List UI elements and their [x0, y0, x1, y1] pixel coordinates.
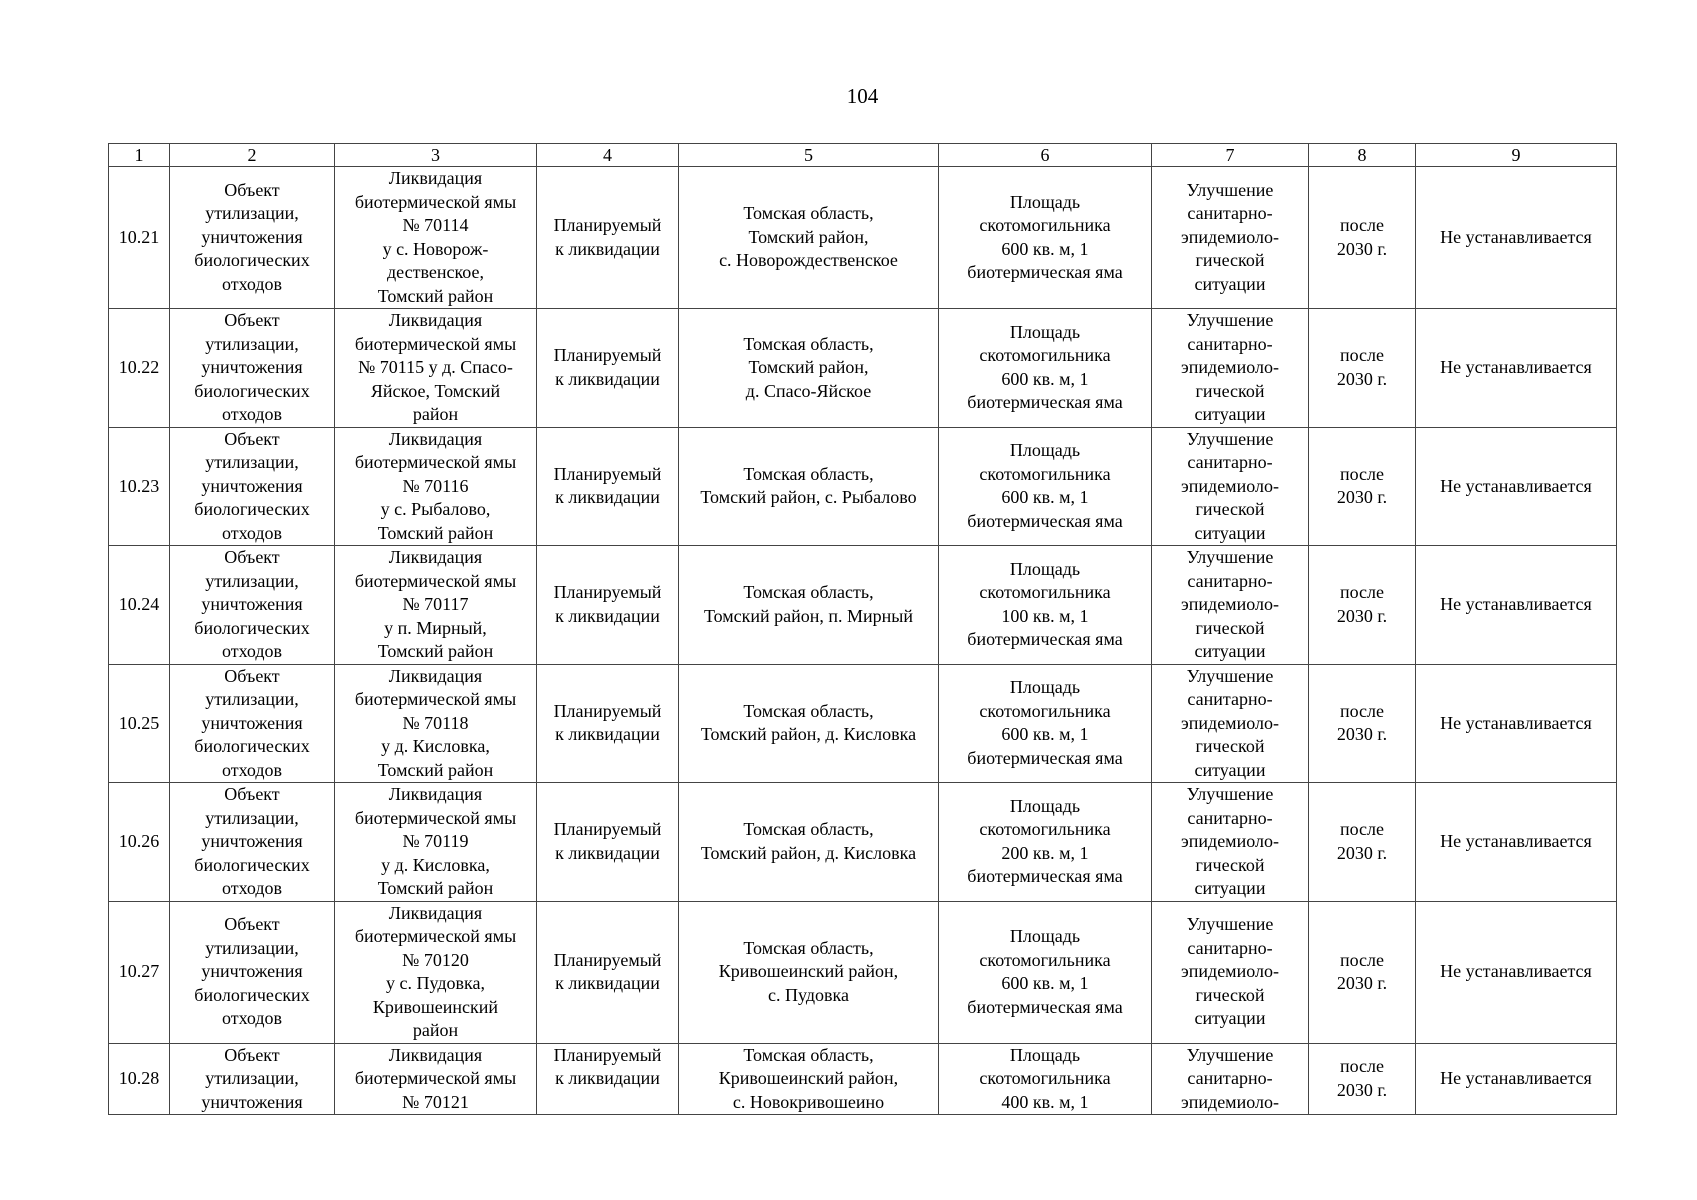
- term-cell: [1309, 901, 1416, 1043]
- cell-line: Ликвидация: [388, 784, 483, 804]
- cell-line: санитарно-: [1187, 452, 1273, 472]
- cell-line: скотомогильника: [979, 463, 1111, 484]
- cell-line: район: [412, 404, 459, 424]
- cell-line: скотомогильника: [979, 215, 1111, 235]
- cell-line: после: [1339, 1056, 1385, 1077]
- cell-line: биотермической ямы: [354, 191, 517, 212]
- cell-line: ситуации: [1194, 1008, 1266, 1029]
- cell-line: гической: [1195, 250, 1265, 271]
- table-header-row: [109, 144, 1617, 167]
- cell-line: № 70117: [402, 594, 469, 614]
- cell-line: Планируемый: [553, 700, 662, 721]
- cell-line: 2030 г.: [1336, 1079, 1388, 1100]
- cell-line: 2030 г.: [1336, 973, 1388, 993]
- cell-line: скотомогильника: [979, 582, 1111, 603]
- cell-line: Томский район, с. Рыбалово: [700, 487, 917, 508]
- cell-line: уничтожения: [201, 831, 303, 851]
- purpose-cell: [1152, 309, 1309, 428]
- cell-line: уничтожения: [201, 475, 303, 496]
- cell-line: Площадь: [1009, 191, 1081, 212]
- status-cell: [537, 167, 679, 309]
- cell-line: у п. Мирный,: [384, 617, 487, 638]
- object-name-cell: [335, 783, 537, 902]
- purpose-cell: [1152, 546, 1309, 665]
- status-cell: [537, 783, 679, 902]
- cell-line: у с. Рыбалово,: [380, 499, 491, 519]
- status-cell: [537, 1043, 679, 1115]
- cell-line: отходов: [221, 759, 283, 780]
- location-cell: [679, 427, 939, 546]
- cell-line: Томский район, д. Кисловка: [700, 842, 917, 863]
- row-number-cell: 10.24: [109, 546, 170, 665]
- row-number-cell: 10.25: [109, 664, 170, 783]
- cell-line: 600 кв. м, 1: [1001, 368, 1089, 389]
- object-name-cell: [335, 309, 537, 428]
- cell-line: биотермическая яма: [967, 866, 1123, 887]
- cell-line: № 70119: [402, 831, 469, 851]
- cell-line: гической: [1195, 854, 1265, 875]
- cell-line: Площадь: [1009, 440, 1081, 461]
- header-cell: 3: [335, 144, 537, 167]
- cell-line: у д. Кисловка,: [381, 736, 490, 756]
- cell-line: Томская область,: [743, 700, 874, 721]
- object-name-cell: [335, 1043, 537, 1115]
- cell-line: Ликвидация: [388, 902, 483, 923]
- cell-line: Ликвидация: [388, 665, 483, 686]
- object-type-cell: [170, 309, 335, 428]
- table-row: [109, 664, 1617, 783]
- cell-line: биологических: [194, 617, 310, 638]
- cell-line: ситуации: [1194, 522, 1266, 543]
- cell-line: Кривошеинский: [372, 996, 499, 1017]
- cell-line: Планируемый: [553, 949, 662, 970]
- object-name-cell: [335, 901, 537, 1043]
- characteristics-cell: [939, 783, 1152, 902]
- row-number-cell: 10.28: [109, 1043, 170, 1115]
- cell-line: биотермической ямы: [354, 570, 517, 591]
- cell-line: гической: [1195, 617, 1265, 638]
- zone-cell: Не устанавливается: [1416, 309, 1617, 428]
- cell-line: Планируемый: [553, 582, 662, 603]
- cell-line: ситуации: [1194, 273, 1266, 294]
- cell-line: Томская область,: [743, 1044, 874, 1065]
- row-number-cell: 10.26: [109, 783, 170, 902]
- cell-line: Улучшение: [1186, 665, 1274, 686]
- table-row: [109, 546, 1617, 665]
- object-type-cell: [170, 901, 335, 1043]
- cell-line: 400 кв. м, 1: [1001, 1091, 1089, 1112]
- table-body: [109, 144, 1617, 1115]
- cell-line: ситуации: [1194, 404, 1266, 424]
- cell-line: санитарно-: [1187, 1068, 1273, 1088]
- cell-line: Томский район: [377, 878, 494, 898]
- cell-line: Улучшение: [1186, 914, 1274, 935]
- cell-line: отходов: [221, 522, 283, 543]
- cell-line: санитарно-: [1187, 333, 1273, 354]
- cell-line: Томская область,: [743, 819, 874, 840]
- location-cell: [679, 901, 939, 1043]
- cell-line: Площадь: [1009, 321, 1081, 342]
- zone-cell: Не устанавливается: [1416, 167, 1617, 309]
- cell-line: биологических: [194, 250, 310, 271]
- cell-line: биотермическая яма: [967, 262, 1123, 282]
- zone-cell: Не устанавливается: [1416, 546, 1617, 665]
- term-cell: [1309, 427, 1416, 546]
- cell-line: уничтожения: [201, 1091, 303, 1112]
- cell-line: Площадь: [1009, 926, 1081, 946]
- cell-line: Планируемый: [553, 1044, 662, 1065]
- cell-line: гической: [1195, 736, 1265, 756]
- cell-line: Планируемый: [553, 819, 662, 840]
- cell-line: биотермической ямы: [354, 926, 517, 946]
- cell-line: биотермическая яма: [967, 510, 1123, 531]
- cell-line: Томский район, д. Кисловка: [700, 724, 917, 745]
- status-cell: [537, 901, 679, 1043]
- cell-line: биологических: [194, 380, 310, 401]
- cell-line: № 70118: [402, 712, 469, 733]
- cell-line: 2030 г.: [1336, 605, 1388, 626]
- cell-line: Планируемый: [553, 345, 662, 366]
- cell-line: с. Новокривошеино: [732, 1091, 885, 1112]
- cell-line: Площадь: [1009, 795, 1081, 816]
- table-row: [109, 783, 1617, 902]
- term-cell: [1309, 783, 1416, 902]
- cell-line: к ликвидации: [555, 973, 660, 993]
- cell-line: эпидемиоло-: [1181, 475, 1279, 496]
- term-cell: [1309, 664, 1416, 783]
- cell-line: Кривошеинский район,: [718, 1068, 899, 1088]
- row-number-cell: 10.22: [109, 309, 170, 428]
- object-name-cell: [335, 546, 537, 665]
- cell-line: санитарно-: [1187, 807, 1273, 828]
- cell-line: уничтожения: [201, 961, 303, 982]
- cell-line: эпидемиоло-: [1181, 357, 1279, 377]
- cell-line: утилизации,: [205, 1068, 299, 1088]
- purpose-cell: [1152, 664, 1309, 783]
- cell-line: Площадь: [1009, 677, 1081, 698]
- cell-line: Томская область,: [743, 582, 874, 603]
- cell-line: Томский район: [377, 641, 494, 661]
- cell-line: к ликвидации: [555, 842, 660, 863]
- cell-line: эпидемиоло-: [1181, 226, 1279, 247]
- cell-line: после: [1339, 345, 1385, 366]
- cell-line: эпидемиоло-: [1181, 1091, 1279, 1112]
- status-cell: [537, 427, 679, 546]
- cell-line: № 70115 у д. Спасо-: [358, 357, 513, 377]
- cell-line: Объект: [224, 428, 280, 449]
- cell-line: после: [1339, 215, 1385, 235]
- cell-line: у с. Пудовка,: [386, 973, 485, 993]
- table-row: [109, 167, 1617, 309]
- cell-line: после: [1339, 582, 1385, 603]
- page-number: 104: [846, 84, 879, 108]
- cell-line: эпидемиоло-: [1181, 961, 1279, 982]
- row-number-cell: 10.27: [109, 901, 170, 1043]
- cell-line: санитарно-: [1187, 203, 1273, 224]
- cell-line: Объект: [224, 1044, 280, 1065]
- cell-line: отходов: [221, 273, 283, 294]
- cell-line: гической: [1195, 499, 1265, 519]
- characteristics-cell: [939, 1043, 1152, 1115]
- cell-line: Объект: [224, 547, 280, 567]
- cell-line: уничтожения: [201, 712, 303, 733]
- cell-line: 2030 г.: [1336, 487, 1388, 508]
- object-name-cell: [335, 427, 537, 546]
- cell-line: отходов: [221, 878, 283, 898]
- cell-line: № 70114: [402, 215, 469, 235]
- cell-line: санитарно-: [1187, 937, 1273, 958]
- cell-line: к ликвидации: [555, 1068, 660, 1088]
- cell-line: биотермическая яма: [967, 392, 1123, 413]
- cell-line: 600 кв. м, 1: [1001, 724, 1089, 745]
- cell-line: с. Новорождественское: [719, 250, 898, 271]
- cell-line: отходов: [221, 641, 283, 661]
- header-cell: 8: [1309, 144, 1416, 167]
- cell-line: эпидемиоло-: [1181, 712, 1279, 733]
- cell-line: Ликвидация: [388, 547, 483, 567]
- object-name-cell: [335, 167, 537, 309]
- cell-line: Улучшение: [1186, 547, 1274, 567]
- cell-line: Яйское, Томский: [370, 380, 501, 401]
- cell-line: ситуации: [1194, 641, 1266, 661]
- cell-line: дественское,: [387, 262, 484, 282]
- purpose-cell: [1152, 1043, 1309, 1115]
- location-cell: [679, 783, 939, 902]
- cell-line: санитарно-: [1187, 689, 1273, 709]
- cell-line: биологических: [194, 499, 310, 519]
- cell-line: 600 кв. м, 1: [1001, 973, 1089, 993]
- purpose-cell: [1152, 783, 1309, 902]
- cell-line: 2030 г.: [1336, 724, 1388, 745]
- cell-line: гической: [1195, 984, 1265, 1005]
- cell-line: Томский район: [377, 285, 494, 306]
- object-type-cell: [170, 546, 335, 665]
- cell-line: Томский район,: [748, 226, 869, 247]
- cell-line: 600 кв. м, 1: [1001, 238, 1089, 259]
- cell-line: утилизации,: [205, 570, 299, 591]
- row-number-cell: 10.23: [109, 427, 170, 546]
- location-cell: [679, 1043, 939, 1115]
- cell-line: Томский район,: [748, 357, 869, 377]
- cell-line: Ликвидация: [388, 310, 483, 330]
- cell-line: утилизации,: [205, 689, 299, 709]
- cell-line: ситуации: [1194, 759, 1266, 780]
- cell-line: Планируемый: [553, 215, 662, 235]
- cell-line: Томская область,: [743, 463, 874, 484]
- cell-line: Томская область,: [743, 937, 874, 958]
- cell-line: гической: [1195, 380, 1265, 401]
- header-cell: 5: [679, 144, 939, 167]
- cell-line: Томская область,: [743, 333, 874, 354]
- location-cell: [679, 167, 939, 309]
- header-cell: 4: [537, 144, 679, 167]
- cell-line: уничтожения: [201, 594, 303, 614]
- cell-line: Улучшение: [1186, 179, 1274, 200]
- cell-line: с. Пудовка: [768, 984, 849, 1005]
- cell-line: утилизации,: [205, 333, 299, 354]
- header-cell: 6: [939, 144, 1152, 167]
- characteristics-cell: [939, 664, 1152, 783]
- cell-line: скотомогильника: [979, 819, 1111, 840]
- cell-line: у д. Кисловка,: [381, 854, 490, 875]
- characteristics-cell: [939, 309, 1152, 428]
- cell-line: биотермической ямы: [354, 1068, 517, 1088]
- cell-line: после: [1339, 949, 1385, 970]
- cell-line: биотермической ямы: [354, 807, 517, 828]
- cell-line: Кривошеинский район,: [718, 961, 899, 982]
- cell-line: Объект: [224, 310, 280, 330]
- cell-line: 100 кв. м, 1: [1001, 605, 1089, 626]
- cell-line: Ликвидация: [388, 168, 483, 188]
- cell-line: 2030 г.: [1336, 238, 1388, 259]
- cell-line: Томский район: [377, 522, 494, 543]
- cell-line: уничтожения: [201, 226, 303, 247]
- cell-line: санитарно-: [1187, 570, 1273, 591]
- cell-line: Томская область,: [743, 203, 874, 224]
- cell-line: к ликвидации: [555, 368, 660, 389]
- location-cell: [679, 309, 939, 428]
- table-row: [109, 901, 1617, 1043]
- location-cell: [679, 664, 939, 783]
- purpose-cell: [1152, 901, 1309, 1043]
- cell-line: Планируемый: [553, 463, 662, 484]
- cell-line: Улучшение: [1186, 310, 1274, 330]
- cell-line: 2030 г.: [1336, 368, 1388, 389]
- cell-line: после: [1339, 819, 1385, 840]
- header-cell: 2: [170, 144, 335, 167]
- cell-line: утилизации,: [205, 937, 299, 958]
- cell-line: биотермической ямы: [354, 333, 517, 354]
- cell-line: к ликвидации: [555, 724, 660, 745]
- cell-line: Объект: [224, 665, 280, 686]
- cell-line: после: [1339, 700, 1385, 721]
- cell-line: Ликвидация: [388, 428, 483, 449]
- object-type-cell: [170, 664, 335, 783]
- term-cell: [1309, 546, 1416, 665]
- characteristics-cell: [939, 901, 1152, 1043]
- cell-line: Улучшение: [1186, 1044, 1274, 1065]
- cell-line: отходов: [221, 404, 283, 424]
- header-cell: 9: [1416, 144, 1617, 167]
- term-cell: [1309, 167, 1416, 309]
- cell-line: 2030 г.: [1336, 842, 1388, 863]
- characteristics-cell: [939, 546, 1152, 665]
- cell-line: биотермической ямы: [354, 689, 517, 709]
- cell-line: биотермическая яма: [967, 996, 1123, 1017]
- status-cell: [537, 664, 679, 783]
- cell-line: № 70121: [402, 1091, 469, 1112]
- cell-line: утилизации,: [205, 807, 299, 828]
- term-cell: [1309, 309, 1416, 428]
- cell-line: биологических: [194, 984, 310, 1005]
- cell-line: у с. Новорож-: [382, 238, 489, 259]
- cell-line: биологических: [194, 736, 310, 756]
- zone-cell: Не устанавливается: [1416, 783, 1617, 902]
- cell-line: № 70116: [402, 475, 469, 496]
- cell-line: Площадь: [1009, 1044, 1081, 1065]
- zone-cell: Не устанавливается: [1416, 427, 1617, 546]
- zone-cell: Не устанавливается: [1416, 664, 1617, 783]
- cell-line: биологических: [194, 854, 310, 875]
- cell-line: утилизации,: [205, 452, 299, 472]
- cell-line: Объект: [224, 914, 280, 935]
- cell-line: Объект: [224, 179, 280, 200]
- table-row: [109, 309, 1617, 428]
- cell-line: Ликвидация: [388, 1044, 483, 1065]
- table-row: [109, 1043, 1617, 1115]
- row-number-cell: 10.21: [109, 167, 170, 309]
- cell-line: Улучшение: [1186, 784, 1274, 804]
- object-type-cell: [170, 167, 335, 309]
- object-name-cell: [335, 664, 537, 783]
- header-cell: 1: [109, 144, 170, 167]
- zone-cell: Не устанавливается: [1416, 901, 1617, 1043]
- cell-line: Улучшение: [1186, 428, 1274, 449]
- table-row: [109, 427, 1617, 546]
- characteristics-cell: [939, 427, 1152, 546]
- cell-line: д. Спасо-Яйское: [745, 380, 872, 401]
- object-type-cell: [170, 783, 335, 902]
- cell-line: утилизации,: [205, 203, 299, 224]
- cell-line: Томский район, п. Мирный: [703, 605, 914, 626]
- cell-line: биотермическая яма: [967, 629, 1123, 650]
- cell-line: к ликвидации: [555, 487, 660, 508]
- object-type-cell: [170, 1043, 335, 1115]
- characteristics-cell: [939, 167, 1152, 309]
- purpose-cell: [1152, 167, 1309, 309]
- cell-line: район: [412, 1020, 459, 1040]
- cell-line: скотомогильника: [979, 1068, 1111, 1088]
- header-cell: 7: [1152, 144, 1309, 167]
- cell-line: биотермической ямы: [354, 452, 517, 472]
- cell-line: 200 кв. м, 1: [1001, 842, 1089, 863]
- cell-line: 600 кв. м, 1: [1001, 487, 1089, 508]
- term-cell: [1309, 1043, 1416, 1115]
- cell-line: после: [1339, 463, 1385, 484]
- status-cell: [537, 309, 679, 428]
- cell-line: скотомогильника: [979, 700, 1111, 721]
- cell-line: Площадь: [1009, 558, 1081, 579]
- purpose-cell: [1152, 427, 1309, 546]
- cell-line: Томский район: [377, 759, 494, 780]
- cell-line: Объект: [224, 784, 280, 804]
- location-cell: [679, 546, 939, 665]
- cell-line: ситуации: [1194, 878, 1266, 898]
- cell-line: отходов: [221, 1008, 283, 1029]
- cell-line: к ликвидации: [555, 605, 660, 626]
- status-cell: [537, 546, 679, 665]
- data-table: [108, 143, 1617, 1115]
- cell-line: к ликвидации: [555, 238, 660, 259]
- cell-line: биотермическая яма: [967, 747, 1123, 768]
- object-type-cell: [170, 427, 335, 546]
- zone-cell: Не устанавливается: [1416, 1043, 1617, 1115]
- cell-line: скотомогильника: [979, 345, 1111, 366]
- cell-line: № 70120: [402, 949, 469, 970]
- cell-line: уничтожения: [201, 357, 303, 377]
- cell-line: эпидемиоло-: [1181, 831, 1279, 851]
- cell-line: эпидемиоло-: [1181, 594, 1279, 614]
- cell-line: скотомогильника: [979, 949, 1111, 970]
